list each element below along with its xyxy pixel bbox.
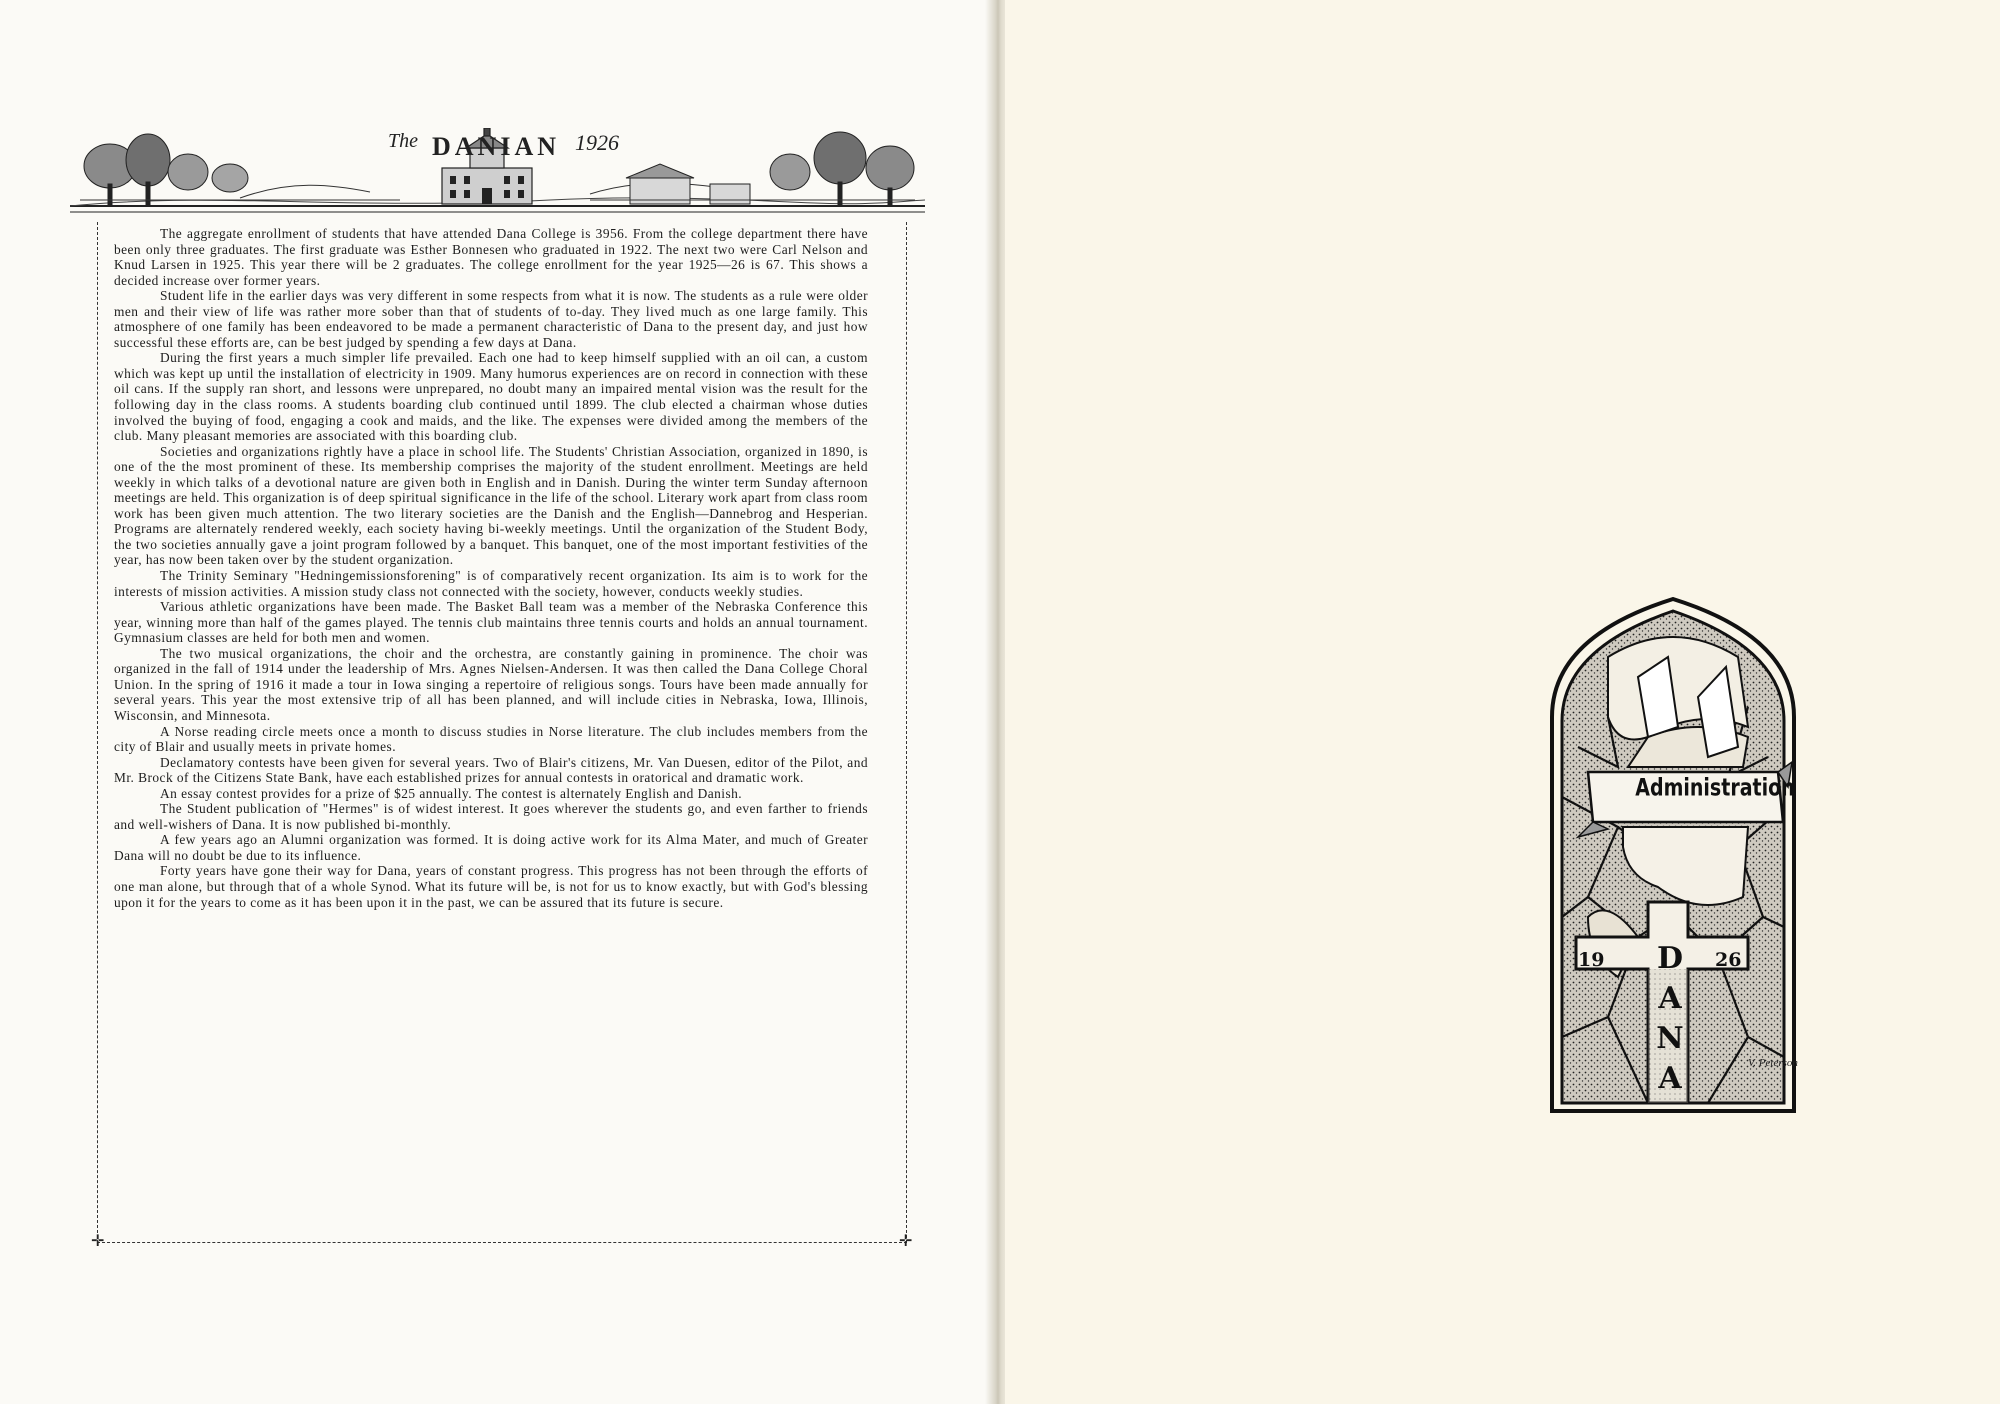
stained-glass-illustration xyxy=(1548,597,1798,1115)
article-body xyxy=(114,226,868,910)
section-title-administration: Administration xyxy=(1635,774,1795,802)
year-right: 26 xyxy=(1715,949,1742,971)
cross-letter: D xyxy=(1656,941,1683,976)
cross-letter: A xyxy=(1658,1061,1682,1096)
paragraph-essay: An essay contest provides for a prize of $25 annually. The contest is alternately English and Danish. xyxy=(160,785,743,801)
cross-letter: N xyxy=(1656,1021,1684,1056)
header-title: DANIAN xyxy=(432,132,560,161)
paragraph-societies: Societies and organizations rightly have a place in school life. The Students' Christian Association, organized in 1890, is one of the the most prominent of these. Its membership comprises the majority of the student enrollment. Meetings are held weekly in which talks of a devotional nature are given both in English and in Danish. During the winter term Sunday afternoon meetings are held. This organization is of deep spiritual significance in the life of the school. Literary work apart from class room work has been given much attention. The two literary societies are the Danish and the English—Dannebrog and Hesperian. Programs are alternately rendered weekly, each society having bi-weekly meetings. Until the organization of the Student Body, the two societies annually gave a joint program followed by a banquet. This banquet, one of the most important festivities of the year, has now been taken over by the student organization. xyxy=(114,443,868,568)
corner-ornament-left: ✛ xyxy=(91,1233,105,1250)
right-page xyxy=(1005,0,2000,1404)
year-left: 19 xyxy=(1578,949,1605,971)
artist-signature: V. Peterson xyxy=(1748,1057,1798,1069)
paragraph-hermes: The Student publication of "Hermes" is of widest interest. It goes wherever the students go, and even farther to friends and well-wishers of Dana. It is now published bi-monthly. xyxy=(114,801,868,832)
paragraph-seminary: The Trinity Seminary "Hedningemissionsforening" is of comparatively recent organization. Its aim is to work for the interests of mission activities. A mission study class not connected with the society, however, conducts weekly studies. xyxy=(114,568,868,599)
paragraph-early-years: During the first years a much simpler life prevailed. Each one had to keep himself supplied with an oil can, a custom which was kept up until the installation of electricity in 1909. Many humorus experiences are on record in connection with these oil cans. If the supply ran short, and lessons were unprepared, no doubt many an impaired mental vision was the result for the following day in the class rooms. A students boarding club continued until 1899. The club elected a chairman whose duties involved the buying of food, engaging a cook and maids, and the like. The expenses were divided among the members of the club. Many pleasant memories are associated with this boarding club. xyxy=(114,350,868,444)
paragraph-norse-circle: A Norse reading circle meets once a month to discuss studies in Norse literature. The club includes members from the city of Blair and usually meets in private homes. xyxy=(114,723,868,755)
header-year: 1926 xyxy=(575,130,619,155)
paragraph-alumni: A few years ago an Alumni organization was formed. It is doing active work for its Alma Mater, and much of Greater Dana will no doubt be due to its influence. xyxy=(114,832,868,863)
paragraph-athletics: Various athletic organizations have been made. The Basket Ball team was a member of the Nebraska Conference this year, winning more than half of the games played. The tennis club maintains three tennis courts and holds an annual tournament. Gymnasium classes are held for both men and women. xyxy=(114,599,868,646)
paragraph-declamatory: Declamatory contests have been given for several years. Two of Blair's citizens, Mr. Van Duesen, editor of the Pilot, and Mr. Brock of the Citizens State Bank, have each established prizes for annual contests in oratorical and dramatic work. xyxy=(114,754,868,786)
cross-word-dana xyxy=(1652,939,1688,1099)
header-the: The xyxy=(388,130,418,152)
paragraph-forty-years: Forty years have gone their way for Dana, years of constant progress. This progress has not been through the efforts of one man alone, but through that of a whole Synod. What its future will be, is not for us to know exactly, but with God's blessing upon it for the years to come as it has been upon it in the past, we can be assured that its future is secure. xyxy=(114,863,868,910)
corner-ornament-right: ✛ xyxy=(899,1233,913,1250)
paragraph-student-life: Student life in the earlier days was very different in some respects from what it is now. The students as a rule were older men and their view of life was rather more sober than that of students of to-day. They lived much as one large family. This atmosphere of one family has been endeavored to be made a permanent characteristic of Dana to the present day, and just how successful these efforts are, can be best judged by spending a few days at Dana. xyxy=(114,288,868,350)
paragraph-enrollment: The aggregate enrollment of students that have attended Dana College is 3956. From the college department there have been only three graduates. The first graduate was Esther Bonnesen who graduated in 1922. The next two were Carl Nelson and Knud Larsen in 1925. This year there will be 2 graduates. The college enrollment for the year 1925—26 is 67. This shows a decided increase over former years. xyxy=(114,226,868,288)
cross-letter: A xyxy=(1658,981,1682,1016)
header-banner xyxy=(70,128,925,216)
paragraph-music: The two musical organizations, the choir and the orchestra, are constantly gaining in prominence. The choir was organized in the fall of 1914 under the leadership of Mrs. Agnes Nielsen-Andersen. It was then called the Dana College Choral Union. In the spring of 1916 it made a tour in Iowa singing a repertoire of religious songs. Tours have been made annually for several years. This year the most extensive trip of all has been planned, and will include cities in Nebraska, Iowa, Illinois, Wisconsin, and Minnesota. xyxy=(114,645,868,723)
